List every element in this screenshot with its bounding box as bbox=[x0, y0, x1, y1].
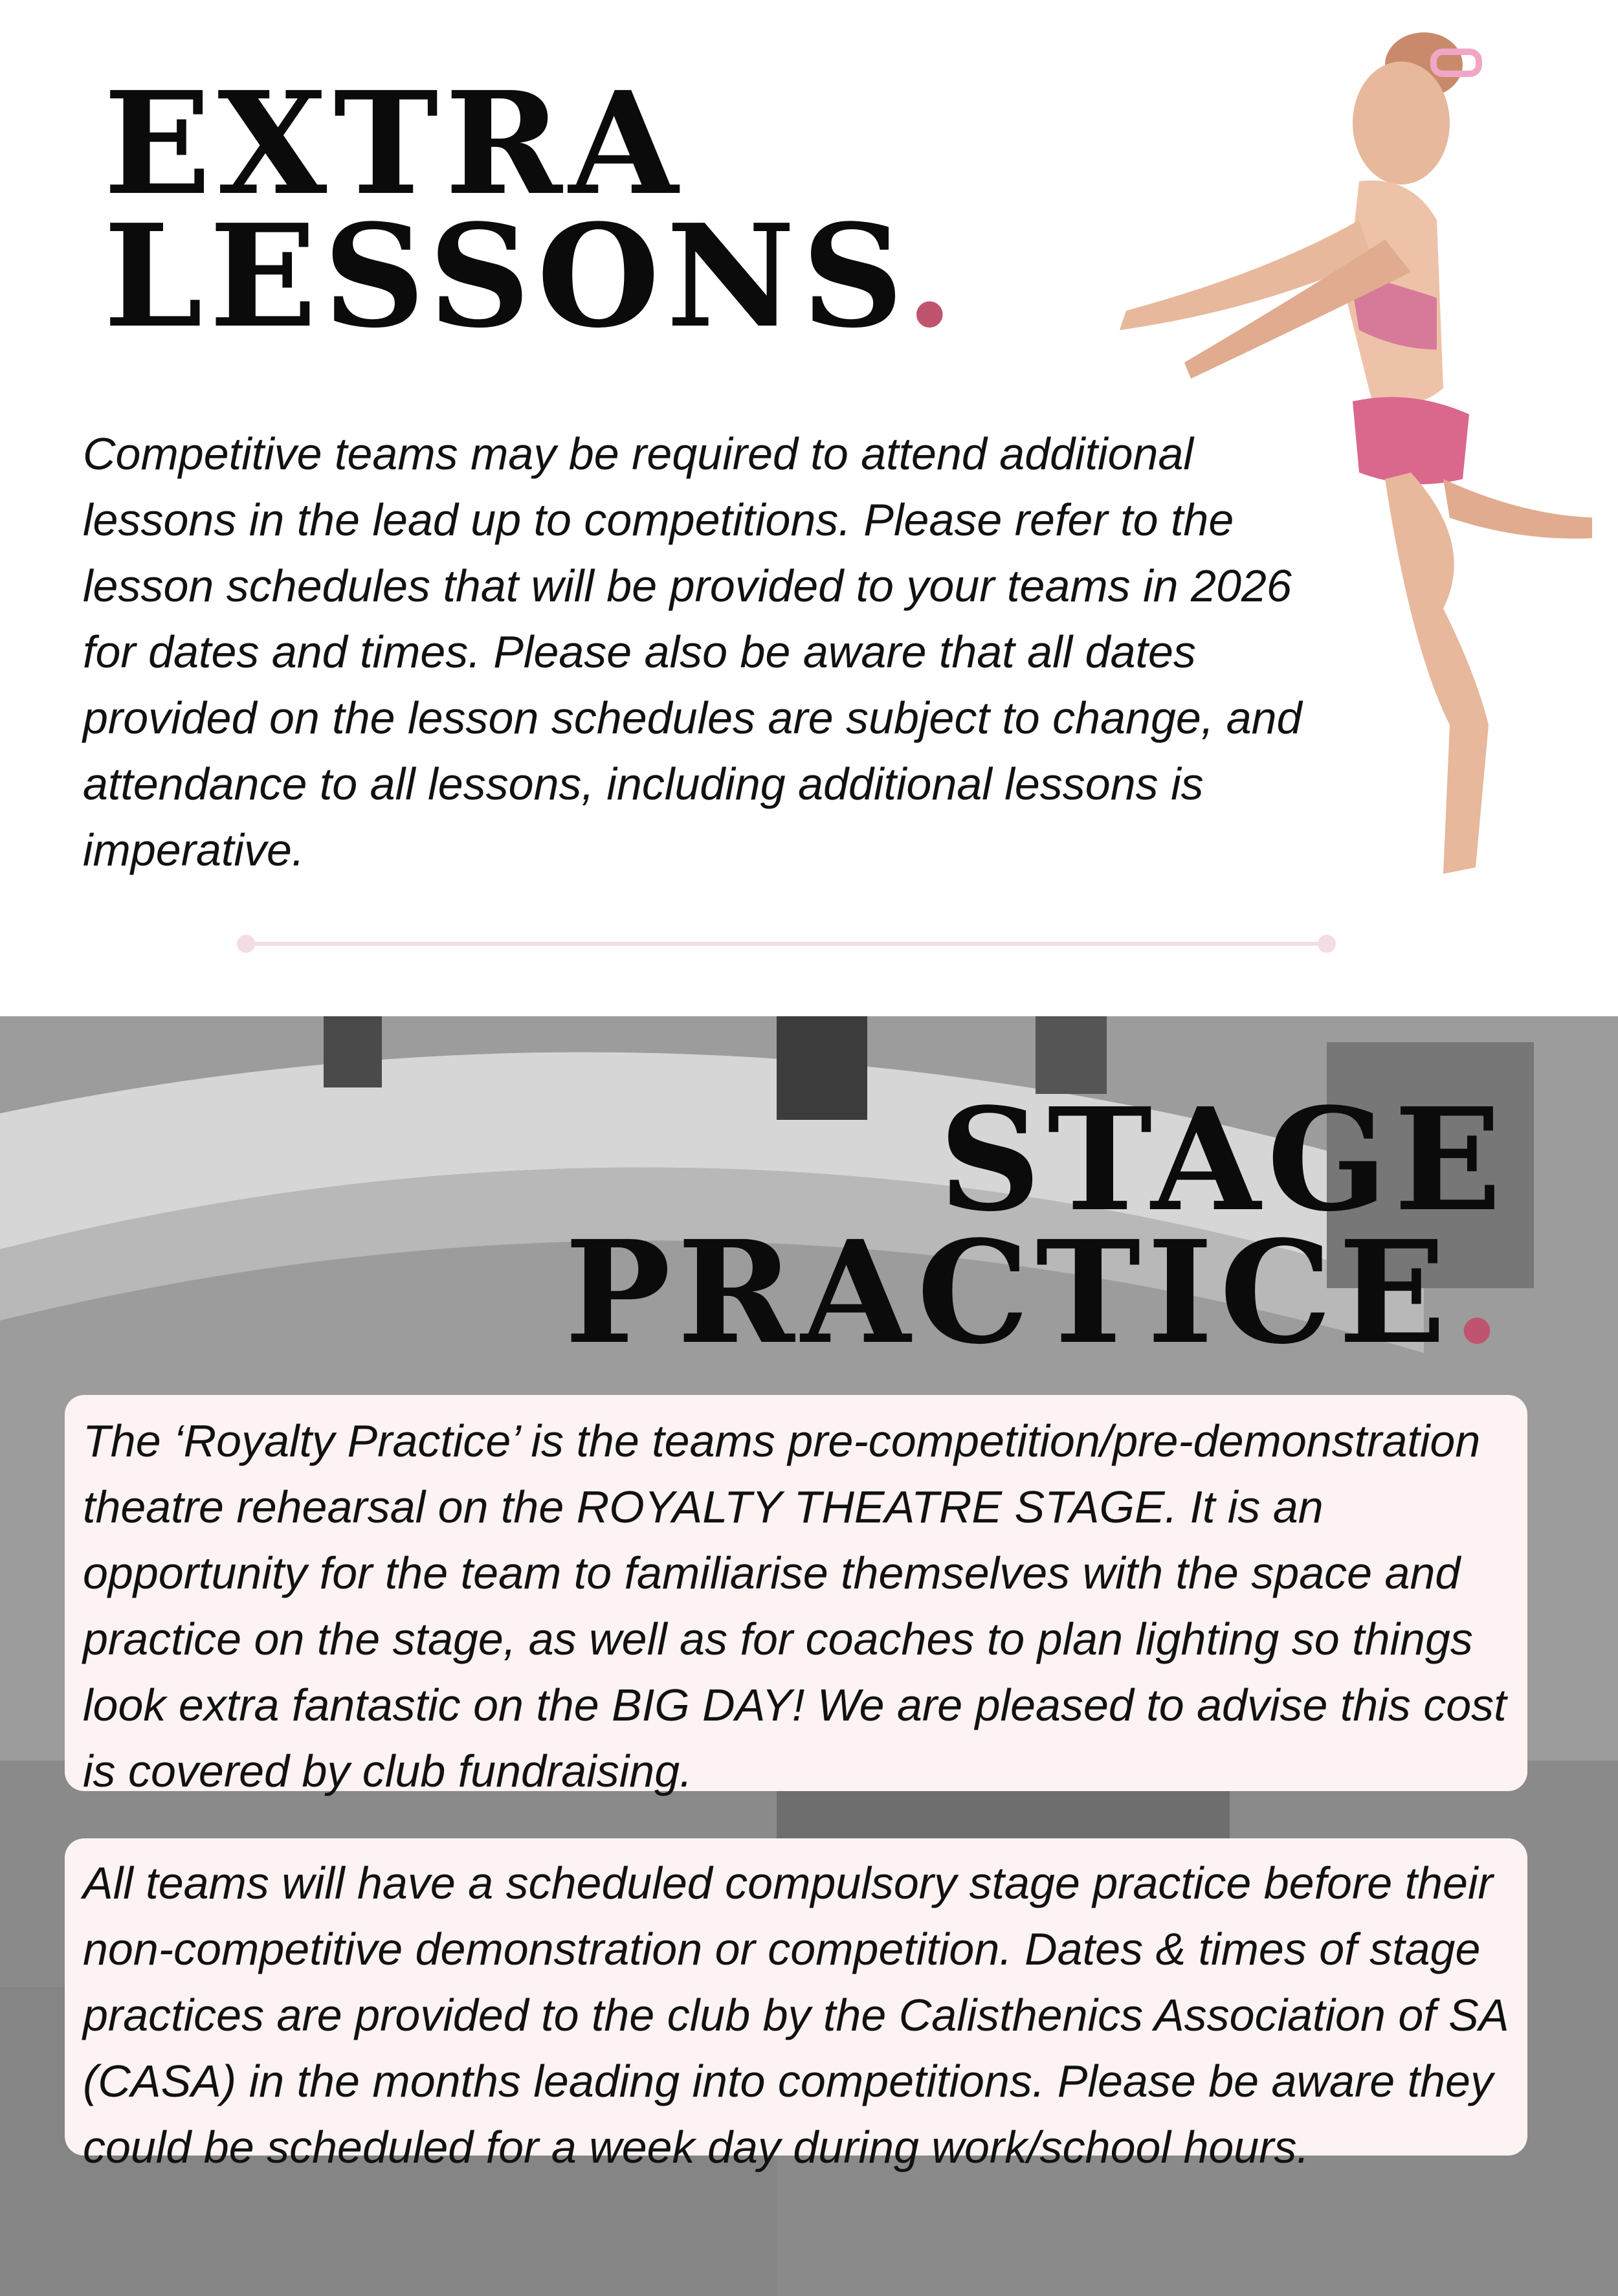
title-accent-dot: . bbox=[905, 193, 961, 359]
section-divider bbox=[236, 934, 1336, 953]
stage-practice-title-line1: STAGE bbox=[938, 1077, 1508, 1243]
extra-lessons-title bbox=[104, 61, 961, 359]
compulsory-practice-paragraph: All teams will have a scheduled compulsory stage practice before their non-competitive demonstration or competition. Dates & times of stage practices are provided to the club by the Calisthenics Association of SA (CASA) in the months leading into competitions. Please be aware they could be scheduled for a week day during work/school hours. bbox=[83, 1858, 1507, 2172]
extra-lessons-title-line1: EXTRA bbox=[104, 61, 685, 227]
extra-lessons-body: Competitive teams may be required to attend additional lessons in the lead up to competitions. Please refer to the lesson schedules that will be provided to your teams in 2026 for dates and times. Please also be aware that all dates provided on the lesson schedules are subject to change, and attendance to all lessons, including additional lessons is imperative. bbox=[83, 429, 1302, 875]
royalty-practice-paragraph: The ‘Royalty Practice’ is the teams pre-competition/pre-demonstration theatre rehearsal on the ROYALTY THEATRE STAGE. It is an opportunity for the team to familiarise themselves with the space and practice on the stage, as well as for coaches to plan lighting so things look extra fantastic on the BIG DAY! We are pleased to advise this cost is covered by club fundraising. bbox=[83, 1416, 1507, 1796]
stage-practice-title-line2: PRACTICE bbox=[564, 1209, 1453, 1376]
stage-practice-title bbox=[564, 1077, 1508, 1376]
extra-lessons-title-line2: LESSONS bbox=[104, 193, 905, 359]
title-accent-dot: . bbox=[1452, 1209, 1508, 1376]
